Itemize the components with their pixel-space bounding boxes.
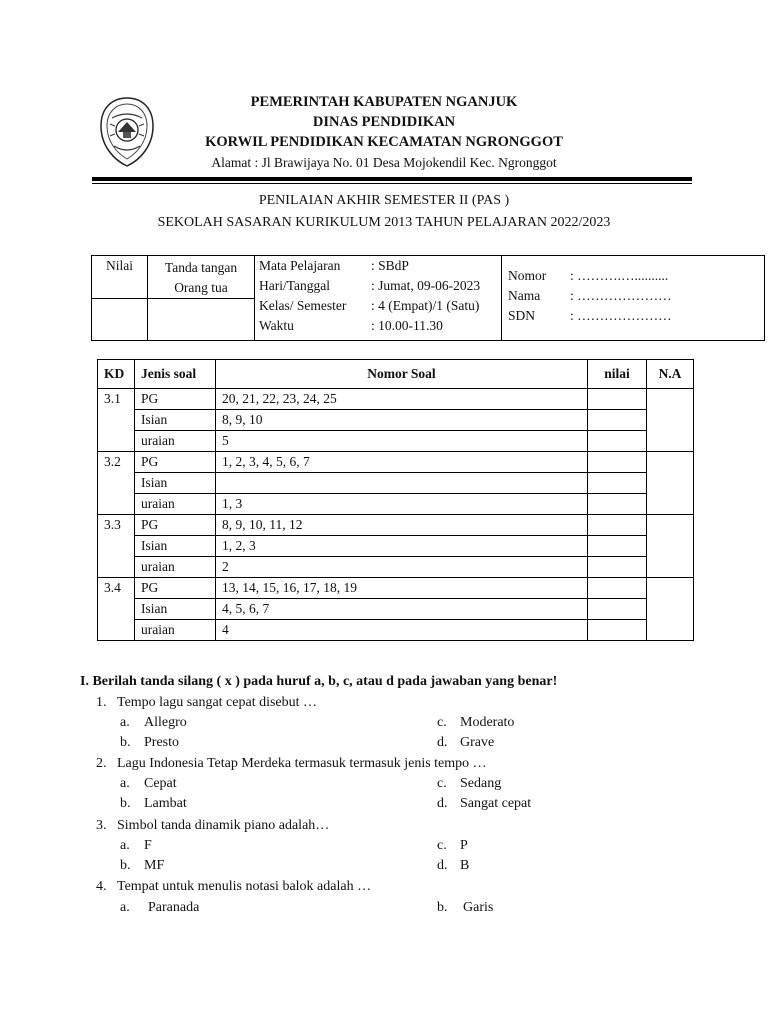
student-details	[502, 256, 765, 341]
option-letter: d.	[437, 735, 448, 750]
question-number: 3.	[96, 818, 107, 833]
header-address: Alamat : Jl Brawijaya No. 01 Desa Mojokendil Kec. Ngronggot	[211, 155, 557, 170]
nomor-cell: 8, 9, 10, 11, 12	[216, 515, 588, 536]
kd-cell: 3.4	[98, 578, 135, 599]
sdn-value: : …………………	[570, 308, 672, 323]
kd-table	[97, 359, 694, 641]
jenis-cell: PG	[135, 389, 216, 410]
nomor-cell: 5	[216, 431, 588, 452]
table-row	[98, 515, 694, 536]
option-letter: a.	[120, 838, 130, 853]
option-letter: b.	[120, 735, 131, 750]
question-number: 4.	[96, 879, 107, 894]
nomor-cell: 8, 9, 10	[216, 410, 588, 431]
nama-label: Nama	[508, 288, 541, 303]
option-letter: d.	[437, 796, 448, 811]
exam-subtitle: SEKOLAH SASARAN KURIKULUM 2013 TAHUN PELAJARAN 2022/2023	[157, 215, 611, 230]
nilai-cell[interactable]	[588, 620, 647, 641]
jenis-cell: PG	[135, 452, 216, 473]
header-office: KORWIL PENDIDIKAN KECAMATAN NGRONGGOT	[205, 134, 563, 150]
kelas-value: : 4 (Empat)/1 (Satu)	[371, 298, 480, 313]
option-letter: b.	[120, 858, 131, 873]
info-table	[91, 255, 765, 341]
option-b[interactable]: Garis	[463, 900, 494, 915]
jenis-cell: Isian	[135, 410, 216, 431]
nama-value: : …………………	[570, 288, 672, 303]
option-c[interactable]: Moderato	[460, 715, 515, 730]
question-text: Tempat untuk menulis notasi balok adalah …	[117, 879, 372, 894]
option-a[interactable]: Paranada	[148, 900, 200, 915]
nomor-value: : ……….…..........	[570, 268, 669, 283]
nilai-header: Nilai	[92, 256, 148, 299]
signature-header: Tanda tangan Orang tua	[148, 256, 255, 299]
table-row	[98, 452, 694, 473]
jenis-cell: PG	[135, 578, 216, 599]
signature-box[interactable]	[148, 299, 255, 341]
section-instruction: I. Berilah tanda silang ( x ) pada huruf a, b, c, atau d pada jawaban yang benar!	[80, 674, 558, 689]
option-letter: c.	[437, 838, 447, 853]
table-row	[98, 431, 694, 452]
option-letter: a.	[120, 715, 130, 730]
na-cell[interactable]	[647, 452, 694, 515]
option-letter: a.	[120, 900, 130, 915]
waktu-label: Waktu	[259, 318, 294, 333]
table-row	[98, 473, 694, 494]
nilai-cell[interactable]	[588, 410, 647, 431]
nilai-box[interactable]	[92, 299, 148, 341]
table-row	[98, 599, 694, 620]
nomor-cell: 1, 2, 3, 4, 5, 6, 7	[216, 452, 588, 473]
jenis-cell: uraian	[135, 494, 216, 515]
option-a[interactable]: F	[144, 838, 152, 853]
question-number: 1.	[96, 695, 107, 710]
nomor-cell: 4, 5, 6, 7	[216, 599, 588, 620]
option-c[interactable]: Sedang	[460, 776, 502, 791]
jenis-soal-column-header: Jenis soal	[135, 360, 216, 389]
table-row	[98, 410, 694, 431]
option-letter: a.	[120, 776, 130, 791]
exam-details	[255, 256, 502, 341]
nilai-column-header: nilai	[588, 360, 647, 389]
table-row	[98, 557, 694, 578]
option-b[interactable]: Presto	[144, 735, 179, 750]
option-a[interactable]: Allegro	[144, 715, 187, 730]
question-number: 2.	[96, 756, 107, 771]
nilai-cell[interactable]	[588, 515, 647, 536]
na-cell[interactable]	[647, 578, 694, 641]
nilai-cell[interactable]	[588, 431, 647, 452]
header-agency: DINAS PENDIDIKAN	[312, 114, 456, 130]
nomor-soal-column-header: Nomor Soal	[216, 360, 588, 389]
nomor-cell	[216, 473, 588, 494]
kd-cell: 3.2	[98, 452, 135, 473]
jenis-cell: uraian	[135, 620, 216, 641]
table-row	[98, 620, 694, 641]
na-cell[interactable]	[647, 389, 694, 452]
option-letter: c.	[437, 715, 447, 730]
jenis-cell: Isian	[135, 536, 216, 557]
na-column-header: N.A	[647, 360, 694, 389]
jenis-cell: Isian	[135, 473, 216, 494]
option-letter: b.	[437, 900, 448, 915]
question-text: Tempo lagu sangat cepat disebut …	[117, 695, 318, 710]
nilai-cell[interactable]	[588, 557, 647, 578]
header-divider	[92, 177, 692, 181]
nilai-cell[interactable]	[588, 389, 647, 410]
hari-value: : Jumat, 09-06-2023	[371, 278, 481, 293]
nilai-cell[interactable]	[588, 473, 647, 494]
nomor-cell: 1, 2, 3	[216, 536, 588, 557]
option-letter: d.	[437, 858, 448, 873]
option-d[interactable]: Grave	[460, 735, 495, 750]
exam-title: PENILAIAN AKHIR SEMESTER II (PAS )	[258, 193, 510, 208]
nomor-cell: 4	[216, 620, 588, 641]
question-text: Lagu Indonesia Tetap Merdeka termasuk termasuk jenis tempo …	[117, 756, 487, 771]
na-cell[interactable]	[647, 515, 694, 578]
option-d[interactable]: B	[460, 858, 470, 873]
jenis-cell: uraian	[135, 557, 216, 578]
table-row	[98, 536, 694, 557]
option-letter: c.	[437, 776, 447, 791]
kelas-label: Kelas/ Semester	[259, 298, 347, 313]
header-government: PEMERINTAH KABUPATEN NGANJUK	[250, 94, 518, 110]
option-b[interactable]: Lambat	[144, 796, 187, 811]
option-a[interactable]: Cepat	[144, 776, 177, 791]
table-row	[98, 578, 694, 599]
nomor-label: Nomor	[508, 268, 547, 283]
jenis-cell: uraian	[135, 431, 216, 452]
waktu-value: : 10.00-11.30	[371, 318, 443, 333]
kd-cell: 3.3	[98, 515, 135, 536]
option-c[interactable]: P	[460, 838, 468, 853]
nilai-cell[interactable]	[588, 494, 647, 515]
sdn-label: SDN	[508, 308, 536, 323]
jenis-cell: PG	[135, 515, 216, 536]
option-b[interactable]: MF	[144, 858, 165, 873]
hari-label: Hari/Tanggal	[259, 278, 331, 293]
nilai-cell[interactable]	[588, 452, 647, 473]
nomor-cell: 13, 14, 15, 16, 17, 18, 19	[216, 578, 588, 599]
mapel-label: Mata Pelajaran	[259, 258, 341, 273]
option-letter: b.	[120, 796, 131, 811]
option-d[interactable]: Sangat cepat	[460, 796, 532, 811]
kd-cell: 3.1	[98, 389, 135, 410]
table-row	[98, 494, 694, 515]
nilai-cell[interactable]	[588, 599, 647, 620]
nomor-cell: 1, 3	[216, 494, 588, 515]
header-divider-thin	[92, 183, 692, 184]
table-row	[98, 389, 694, 410]
nomor-cell: 20, 21, 22, 23, 24, 25	[216, 389, 588, 410]
question-text: Simbol tanda dinamik piano adalah…	[117, 818, 330, 833]
nilai-cell[interactable]	[588, 536, 647, 557]
jenis-cell: Isian	[135, 599, 216, 620]
kd-column-header: KD	[98, 360, 135, 389]
mapel-value: : SBdP	[371, 258, 409, 273]
nomor-cell: 2	[216, 557, 588, 578]
nilai-cell[interactable]	[588, 578, 647, 599]
